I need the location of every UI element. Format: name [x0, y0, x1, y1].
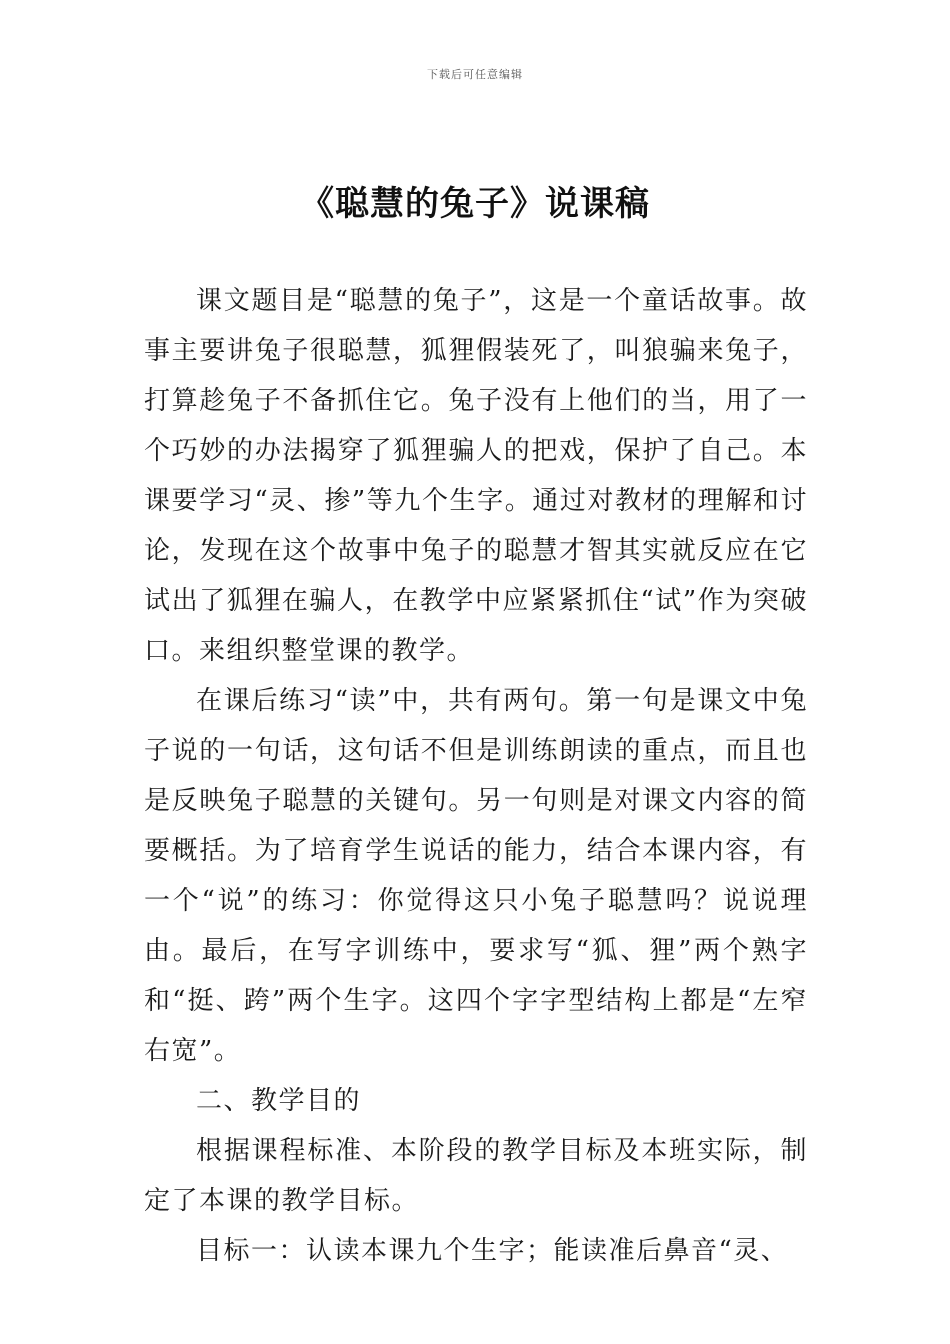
paragraph-exercises: 在课后练习“读”中，共有两句。第一句是课文中兔子说的一句话，这句话不但是训练朗读的重点，而且也是反映兔子聪慧的关键句。另一句则是对课文内容的简要概括。为了培育学生说话的能力，结合本课内容，有一个“说”的练习：你觉得这只小兔子聪慧吗？说说理由。最后，在写字训练中，要求写“狐、狸”两个熟字和“挺、跨”两个生字。这四个字字型结构上都是“左窄右宽”。	[144, 686, 808, 1066]
header-note: 下载后可任意编辑	[427, 68, 523, 81]
document-title: 《聪慧的兔子》说课稿	[300, 184, 650, 224]
paragraph-goals-intro: 根据课程标准、本阶段的教学目标及本班实际，制定了本课的教学目标。	[144, 1136, 808, 1216]
document-body	[144, 276, 808, 1276]
paragraph-intro: 课文题目是“聪慧的兔子”，这是一个童话故事。故事主要讲兔子很聪慧，狐狸假装死了，叫狼骗来兔子，打算趁兔子不备抓住它。兔子没有上他们的当，用了一个巧妙的办法揭穿了狐狸骗人的把戏，保护了自己。本课要学习“灵、掺”等九个生字。通过对教材的理解和讨论，发现在这个故事中兔子的聪慧才智其实就反应在它试出了狐狸在骗人，在教学中应紧紧抓住“试”作为突破口。来组织整堂课的教学。	[144, 286, 808, 666]
section-heading-teaching-goals: 二、教学目的	[196, 1086, 362, 1116]
paragraph-goal-one: 目标一：认读本课九个生字；能读准后鼻音“灵、	[196, 1236, 789, 1266]
